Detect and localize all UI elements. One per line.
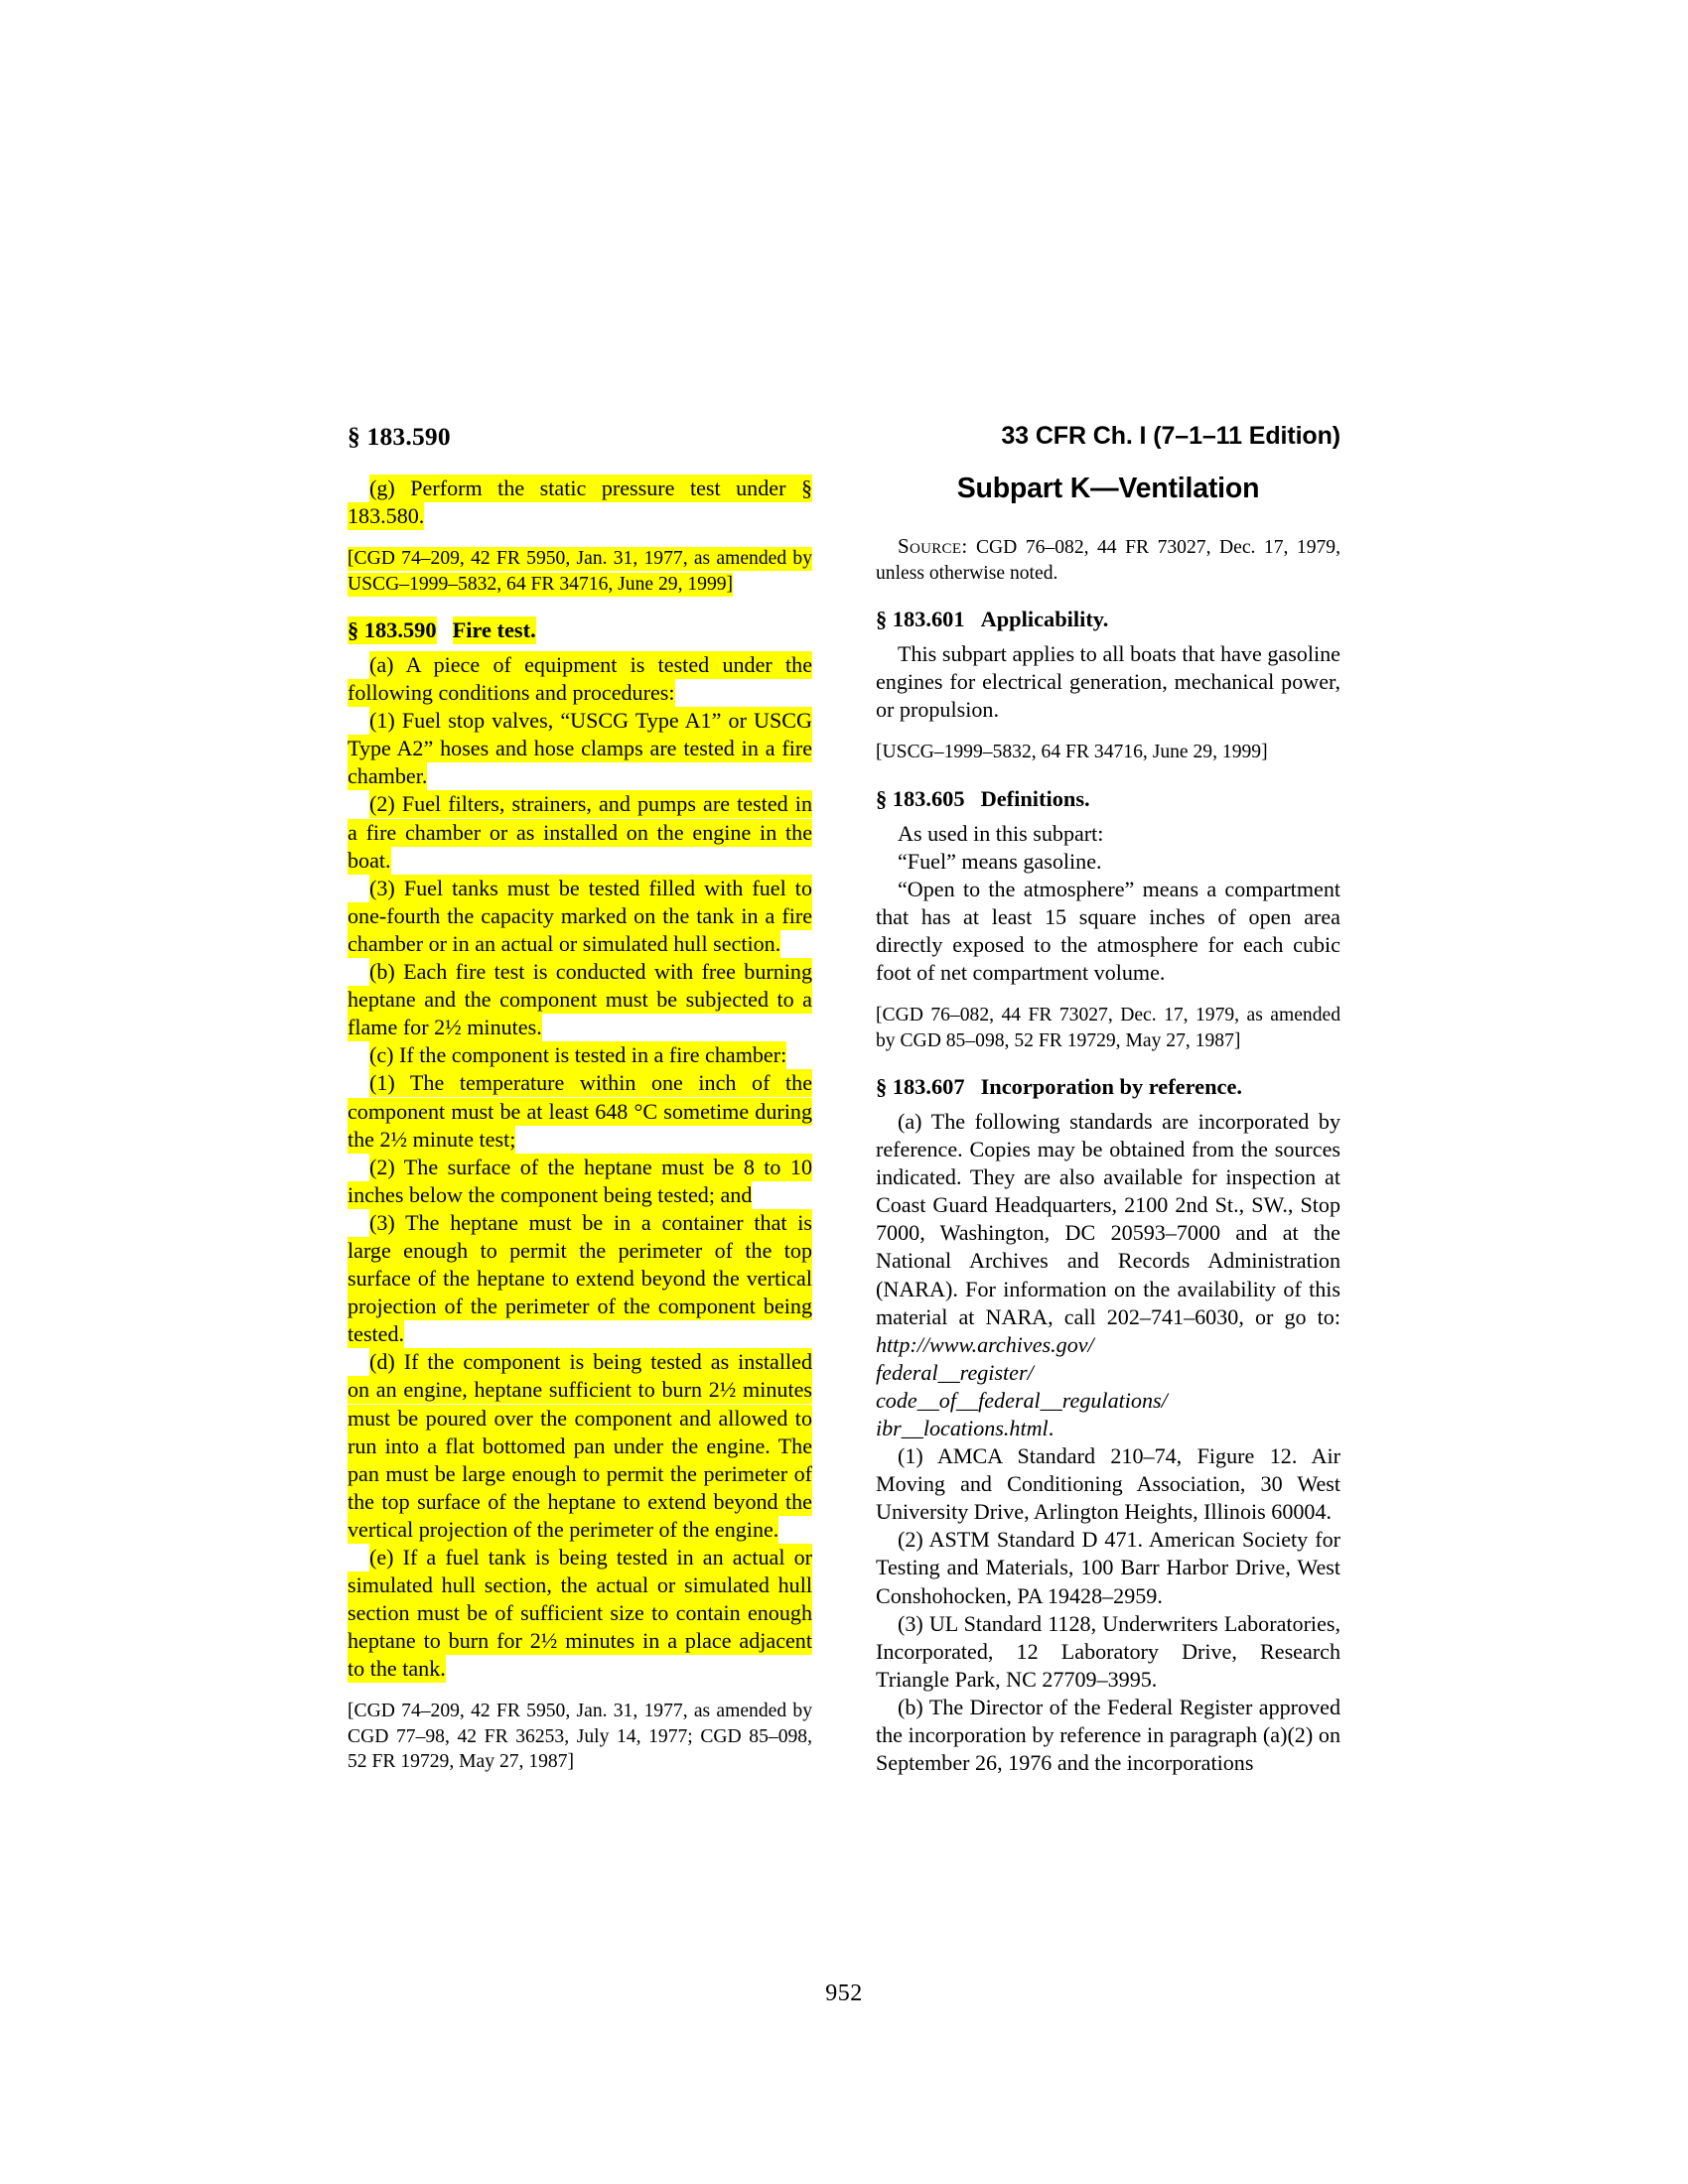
section-heading-183-590 xyxy=(348,616,812,644)
section-heading-183-601-title: Applicability. xyxy=(980,606,1109,631)
nara-url-line-4: ibr__locations.html xyxy=(876,1416,1049,1440)
nara-url-line-2: federal__register/ xyxy=(876,1359,1034,1385)
nara-url-period: . xyxy=(1048,1416,1055,1440)
section-heading-183-601 xyxy=(876,606,1340,633)
paragraph-g xyxy=(348,475,812,530)
paragraph-c3 xyxy=(348,1209,812,1348)
paragraph-a3 xyxy=(348,875,812,958)
paragraph-607-a1: (1) AMCA Standard 210–74, Figure 12. Air Moving and Conditioning Association, 30 West University Drive, Arlington Heights, Illinois 60004. xyxy=(876,1443,1340,1525)
page-number-footer xyxy=(0,1980,1688,2007)
paragraph-g-text: (g) Perform the static pressure test under § 183.580. xyxy=(348,476,812,529)
running-head-edition: 33 CFR Ch. I (7–1–11 Edition) xyxy=(1001,422,1340,450)
paragraph-d xyxy=(348,1348,812,1544)
section-heading-183-607-title: Incorporation by reference. xyxy=(980,1073,1243,1099)
citation-note-605: [CGD 76–082, 44 FR 73027, Dec. 17, 1979, as amended by CGD 85–098, 52 FR 19729, May 27, 1987] xyxy=(876,1005,1340,1051)
paragraph-605-intro: As used in this subpart: xyxy=(898,820,1104,846)
section-heading-183-605-number: § 183.605 xyxy=(876,785,965,811)
paragraph-c2 xyxy=(348,1154,812,1209)
paragraph-a3-text: (3) Fuel tanks must be tested filled with fuel to one-fourth the capacity marked on the tank in a fire chamber or in an actual or simulated hull section. xyxy=(348,875,812,956)
paragraph-a1 xyxy=(348,707,812,790)
paragraph-607-a3: (3) UL Standard 1128, Underwriters Laboratories, Incorporated, 12 Laboratory Drive, Research Triangle Park, NC 27709–3995. xyxy=(876,1610,1340,1692)
paragraph-a xyxy=(348,651,812,707)
paragraph-605-open: “Open to the atmosphere” means a compartment that has at least 15 square inches of open area directly exposed to the atmosphere for each cubic foot of net compartment volume. xyxy=(876,876,1340,986)
paragraph-c-text: (c) If the component is tested in a fire chamber: xyxy=(369,1042,787,1068)
citation-note-601: [USCG–1999–5832, 64 FR 34716, June 29, 1999] xyxy=(876,742,1268,763)
paragraph-e xyxy=(348,1544,812,1683)
citation-note-1-text: [CGD 74–209, 42 FR 5950, Jan. 31, 1977, as amended by USCG–1999–5832, 64 FR 34716, June 29, 1999] xyxy=(348,548,812,595)
paragraph-601: This subpart applies to all boats that have gasoline engines for electrical generation, mechanical power, or propulsion. xyxy=(876,640,1340,723)
citation-note-1 xyxy=(348,546,812,597)
running-head xyxy=(348,422,1340,456)
paragraph-b-text: (b) Each fire test is conducted with free burning heptane and the component must be subjected to a flame for 2½ minutes. xyxy=(348,959,812,1040)
paragraph-607-a-body: (a) The following standards are incorporated by reference. Copies may be obtained from the sources indicated. They are also available for inspection at Coast Guard Headquarters, 2100 2nd St., SW., Stop 7000, Washington, DC 20593–7000 and at the National Archives and Records Administration (NARA). For information on the availability of this material at NARA, call 202–741–6030, or go to: xyxy=(876,1108,1340,1329)
paragraph-605-fuel: “Fuel” means gasoline. xyxy=(898,848,1102,874)
nara-url-line-4-wrap xyxy=(876,1415,1340,1442)
section-heading-183-590-title: Fire test. xyxy=(452,617,536,642)
paragraph-c1-text: (1) The temperature within one inch of the component must be at least 648 °C sometime during the 2½ minute test; xyxy=(348,1070,812,1152)
section-heading-183-605-title: Definitions. xyxy=(980,785,1090,811)
paragraph-c2-text: (2) The surface of the heptane must be 8 to 10 inches below the component being tested; and xyxy=(348,1154,812,1207)
paragraph-e-text: (e) If a fuel tank is being tested in an actual or simulated hull section, the actual or simulated hull section must be of sufficient size to contain enough heptane to burn for 2½ minutes in a place adjacent to the tank. xyxy=(348,1545,812,1682)
source-note-text: CGD 76–082, 44 FR 73027, Dec. 17, 1979, unless otherwise noted. xyxy=(876,537,1340,584)
paragraph-c3-text: (3) The heptane must be in a container that is large enough to permit the perimeter of the top surface of the heptane to extend beyond the vertical projection of the perimeter of the component being tested. xyxy=(348,1209,812,1347)
running-head-section-number: § 183.590 xyxy=(348,422,451,451)
nara-url-line-1: http://www.archives.gov/ xyxy=(876,1331,1094,1357)
nara-url-line-3: code__of__federal__regulations/ xyxy=(876,1387,1168,1413)
paragraph-c1 xyxy=(348,1069,812,1153)
paragraph-d-text: (d) If the component is being tested as installed on an engine, heptane sufficient to burn 2½ minutes must be poured over the component and allowed to run into a flat bottomed pan under the engine. The pan must be large enough to permit the perimeter of the top surface of the heptane to extend beyond the vertical projection of the perimeter of the engine. xyxy=(348,1349,812,1542)
paragraph-a2 xyxy=(348,790,812,874)
citation-note-2: [CGD 74–209, 42 FR 5950, Jan. 31, 1977, as amended by CGD 77–98, 42 FR 36253, July 14, 1977; CGD 85–098, 52 FR 19729, May 27, 1987] xyxy=(348,1701,812,1773)
paragraph-a2-text: (2) Fuel filters, strainers, and pumps are tested in a fire chamber or as installed on the engine in the boat. xyxy=(348,791,812,873)
subpart-heading: Subpart K—Ventilation xyxy=(956,473,1260,504)
source-note xyxy=(876,534,1340,586)
source-note-label: Source: xyxy=(898,534,968,559)
paragraph-a1-text: (1) Fuel stop valves, “USCG Type A1” or USCG Type A2” hoses and hose clamps are tested in a fire chamber. xyxy=(348,708,812,789)
right-column xyxy=(876,475,1340,1777)
section-heading-183-607 xyxy=(876,1073,1340,1101)
paragraph-607-b: (b) The Director of the Federal Register approved the incorporation by reference in paragraph (a)(2) on September 26, 1976 and the incorporations xyxy=(876,1694,1340,1776)
paragraph-c xyxy=(348,1041,812,1069)
section-heading-183-605 xyxy=(876,785,1340,813)
section-heading-183-590-number: § 183.590 xyxy=(348,617,437,642)
section-heading-183-601-number: § 183.601 xyxy=(876,606,965,631)
page-number: 952 xyxy=(825,1980,863,2006)
section-heading-183-607-number: § 183.607 xyxy=(876,1073,965,1099)
paragraph-607-a xyxy=(876,1108,1340,1359)
paragraph-a-text: (a) A piece of equipment is tested under the following conditions and procedures: xyxy=(348,652,812,706)
left-column xyxy=(348,475,812,1791)
paragraph-b xyxy=(348,958,812,1041)
paragraph-607-a2: (2) ASTM Standard D 471. American Society for Testing and Materials, 100 Barr Harbor Drive, West Conshohocken, PA 19428–2959. xyxy=(876,1527,1340,1608)
